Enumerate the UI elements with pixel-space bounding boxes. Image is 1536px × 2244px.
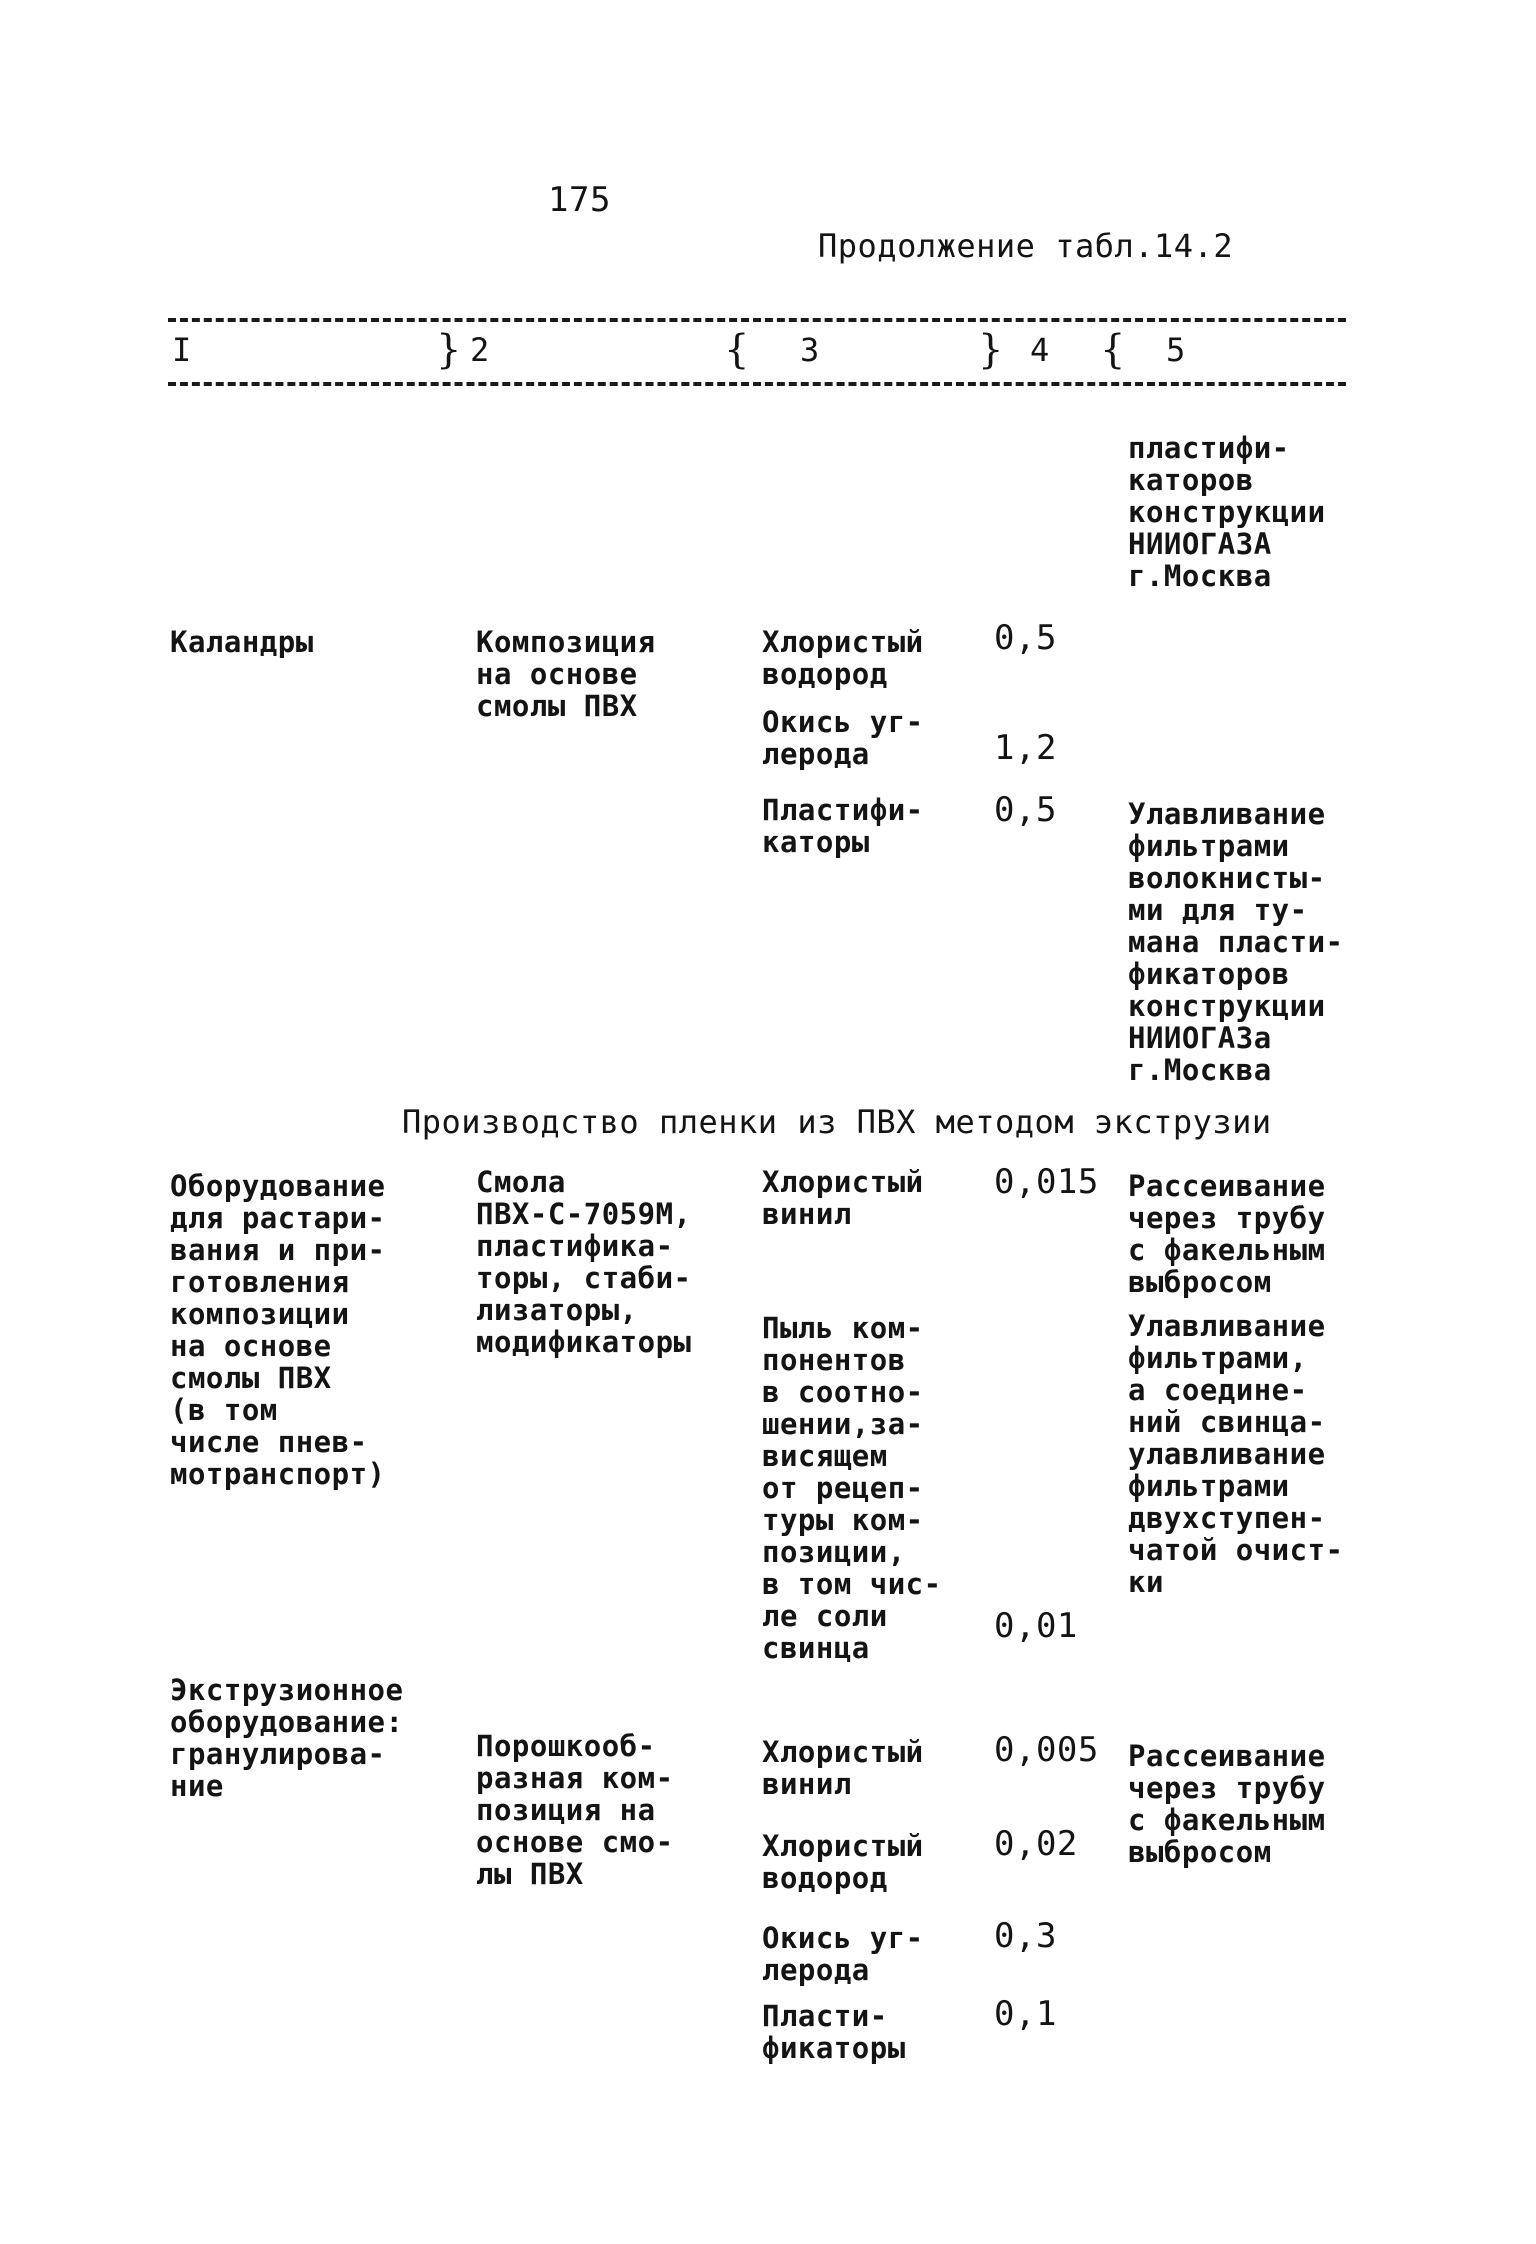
emission-value: 0,02 xyxy=(994,1824,1078,1864)
column-separator: { xyxy=(1100,327,1126,373)
column-header-2: 2 xyxy=(470,331,490,369)
emission-value: 0,1 xyxy=(994,1994,1057,2034)
raw-material-powder-composition: Порошкооб- разная ком- позиция на основе смо- лы ПВХ xyxy=(476,1729,674,1891)
emission-value: 0,01 xyxy=(994,1606,1078,1646)
continued-purification-cell: пластифи- каторов конструкции НИИОГАЗА г.Москва xyxy=(1128,431,1326,593)
emission-value: 0,015 xyxy=(994,1162,1099,1202)
column-header-4: 4 xyxy=(1030,331,1050,369)
column-separator: } xyxy=(978,327,1004,373)
column-header-1: I xyxy=(172,331,192,369)
purification-method: Улавливание фильтрами волокнисты- ми для ту- мана пласти- фикаторов конструкции НИИОГАЗа г.Москва xyxy=(1128,797,1344,1087)
header-top-rule xyxy=(168,318,1346,322)
purification-method: Улавливание фильтрами, а соедине- ний свинца- улавливание фильтрами двухступен- чатой очист- ки xyxy=(1128,1309,1344,1599)
raw-material-calenders: Композиция на основе смолы ПВХ xyxy=(476,625,656,723)
purification-method: Рассеивание через трубу с факельным выбросом xyxy=(1128,1169,1326,1299)
emission-value: 0,3 xyxy=(994,1916,1057,1956)
purification-method: Рассеивание через трубу с факельным выбросом xyxy=(1128,1739,1326,1869)
equipment-calenders: Каландры xyxy=(170,625,314,659)
emission-value: 0,5 xyxy=(994,790,1057,830)
header-bottom-rule xyxy=(168,382,1346,386)
emission-value: 1,2 xyxy=(994,728,1057,768)
substance-plasticizers: Пластифи- каторы xyxy=(762,793,924,859)
equipment-preparation: Оборудование для растари- вания и при- готовления композиции на основе смолы ПВХ (в том числе пнев- мотранспорт) xyxy=(170,1169,386,1491)
substance-component-dust: Пыль ком- понентов в соотно- шении,за- висящем от рецеп- туры ком- позиции, в том чис- ле соли свинца xyxy=(762,1311,942,1665)
table-caption: Продолжение табл.14.2 xyxy=(818,227,1234,265)
raw-material-pvc-resin: Смола ПВХ-С-7059М, пластифика- торы, стаби- лизаторы, модификаторы xyxy=(476,1165,692,1359)
column-header-3: 3 xyxy=(800,331,820,369)
column-header-5: 5 xyxy=(1166,331,1186,369)
column-separator: } xyxy=(436,327,462,373)
substance-vinyl-chloride: Хлористый винил xyxy=(762,1735,924,1801)
substance-hydrogen-chloride: Хлористый водород xyxy=(762,625,924,691)
emission-value: 0,005 xyxy=(994,1730,1099,1770)
column-separator: { xyxy=(724,327,750,373)
substance-carbon-monoxide: Окись уг- лерода xyxy=(762,1921,924,1987)
substance-plasticizers: Пласти- фикаторы xyxy=(762,1999,906,2065)
substance-hydrogen-chloride: Хлористый водород xyxy=(762,1829,924,1895)
substance-vinyl-chloride: Хлористый винил xyxy=(762,1165,924,1231)
emission-value: 0,5 xyxy=(994,618,1057,658)
substance-carbon-monoxide: Окись уг- лерода xyxy=(762,705,924,771)
equipment-extrusion: Экструзионное оборудование: гранулирова- ние xyxy=(170,1673,404,1803)
section-title: Производство пленки из ПВХ методом экструзии xyxy=(402,1103,1272,1141)
page-number: 175 xyxy=(548,180,611,220)
